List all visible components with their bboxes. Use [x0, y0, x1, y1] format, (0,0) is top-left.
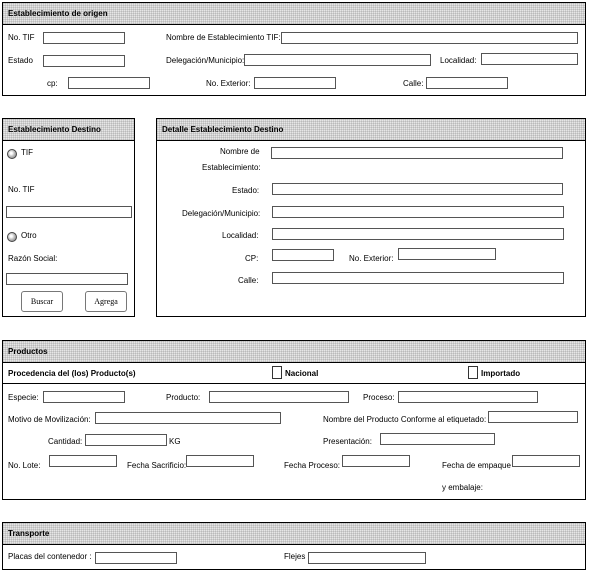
origin-estado-input[interactable]	[43, 55, 125, 67]
destination-detail-header: Detalle Establecimiento Destino	[157, 119, 585, 141]
placas-label: Placas del contenedor :	[8, 552, 92, 561]
detail-nombre-input[interactable]	[271, 147, 563, 159]
detail-localidad-label: Localidad:	[222, 231, 259, 240]
origin-delegacion-label: Delegación/Municipio:	[166, 56, 245, 65]
origin-calle-label: Calle:	[403, 79, 424, 88]
products-panel-header: Productos	[3, 341, 585, 363]
nacional-checkbox[interactable]	[272, 366, 282, 379]
fecha-sacrificio-input[interactable]	[186, 455, 254, 467]
transport-panel-header: Transporte	[3, 523, 585, 545]
buscar-button[interactable]: Buscar	[21, 291, 63, 312]
kg-label: KG	[169, 437, 181, 446]
detail-no-exterior-label: No. Exterior:	[349, 254, 394, 263]
origin-delegacion-input[interactable]	[244, 54, 431, 66]
origin-nombre-tif-input[interactable]	[281, 32, 578, 44]
detail-calle-label: Calle:	[238, 276, 259, 285]
otro-option-label: Otro	[21, 231, 37, 240]
fecha-sacrificio-label: Fecha Sacrificio:	[127, 461, 187, 470]
razon-social-label: Razón Social:	[8, 254, 58, 263]
cantidad-label: Cantidad:	[48, 437, 83, 446]
detail-estado-input[interactable]	[272, 183, 563, 195]
origin-nombre-tif-label: Nombre de Establecimiento TIF:	[166, 33, 281, 42]
flejes-input[interactable]	[308, 552, 426, 564]
products-panel	[2, 340, 586, 500]
origin-localidad-label: Localidad:	[440, 56, 477, 65]
no-lote-label: No. Lote:	[8, 461, 41, 470]
transport-panel	[2, 522, 586, 570]
importado-checkbox[interactable]	[468, 366, 478, 379]
detail-delegacion-input[interactable]	[272, 206, 564, 218]
detail-nombre-label-line2: Establecimiento:	[202, 163, 261, 172]
origin-calle-input[interactable]	[426, 77, 508, 89]
destination-no-tif-input[interactable]	[6, 206, 132, 218]
nombre-conforme-input[interactable]	[488, 411, 578, 423]
detail-nombre-label-line1: Nombre de	[220, 147, 260, 156]
destination-panel-header: Establecimiento Destino	[3, 119, 134, 141]
nacional-label: Nacional	[285, 369, 319, 378]
detail-localidad-input[interactable]	[272, 228, 564, 240]
tif-radio[interactable]	[7, 149, 17, 159]
flejes-label: Flejes	[284, 552, 306, 561]
motivo-label: Motivo de Movilización:	[8, 415, 91, 424]
origin-no-tif-label: No. TIF	[8, 33, 35, 42]
fecha-empaque-input[interactable]	[512, 455, 580, 467]
tif-option-label: TIF	[21, 148, 33, 157]
proceso-input[interactable]	[398, 391, 538, 403]
detail-estado-label: Estado:	[232, 186, 260, 195]
detail-no-exterior-input[interactable]	[398, 248, 496, 260]
origin-establishment-panel	[2, 2, 586, 96]
detail-cp-input[interactable]	[272, 249, 334, 261]
agrega-button[interactable]: Agrega	[85, 291, 127, 312]
no-lote-input[interactable]	[49, 455, 117, 467]
embalaje-label: y embalaje:	[442, 483, 483, 492]
destination-no-tif-label: No. TIF	[8, 185, 35, 194]
fecha-proceso-label: Fecha Proceso:	[284, 461, 341, 470]
otro-radio[interactable]	[7, 232, 17, 242]
razon-social-input[interactable]	[6, 273, 128, 285]
origin-no-exterior-input[interactable]	[254, 77, 336, 89]
presentacion-label: Presentación:	[323, 437, 372, 446]
placas-input[interactable]	[95, 552, 177, 564]
motivo-input[interactable]	[95, 412, 281, 424]
procedencia-separator	[3, 383, 585, 384]
procedencia-label: Procedencia del (los) Producto(s)	[8, 369, 136, 378]
importado-label: Importado	[481, 369, 521, 378]
producto-label: Producto:	[166, 393, 201, 402]
origin-localidad-input[interactable]	[481, 53, 578, 65]
nombre-conforme-label: Nombre del Producto Conforme al etiquetado:	[323, 415, 487, 424]
detail-calle-input[interactable]	[272, 272, 564, 284]
detail-cp-label: CP:	[245, 254, 259, 263]
destination-detail-panel	[156, 118, 586, 317]
especie-input[interactable]	[43, 391, 125, 403]
cantidad-input[interactable]	[85, 434, 167, 446]
proceso-label: Proceso:	[363, 393, 395, 402]
origin-estado-label: Estado	[8, 56, 33, 65]
origin-panel-header: Establecimiento de origen	[3, 3, 585, 25]
destination-establishment-panel	[2, 118, 135, 317]
origin-cp-input[interactable]	[68, 77, 150, 89]
fecha-proceso-input[interactable]	[342, 455, 410, 467]
fecha-empaque-label: Fecha de empaque	[442, 461, 511, 470]
origin-no-exterior-label: No. Exterior:	[206, 79, 251, 88]
especie-label: Especie:	[8, 393, 39, 402]
presentacion-input[interactable]	[380, 433, 495, 445]
producto-input[interactable]	[209, 391, 349, 403]
origin-cp-label: cp:	[47, 79, 58, 88]
detail-delegacion-label: Delegación/Municipio:	[182, 209, 261, 218]
origin-no-tif-input[interactable]	[43, 32, 125, 44]
